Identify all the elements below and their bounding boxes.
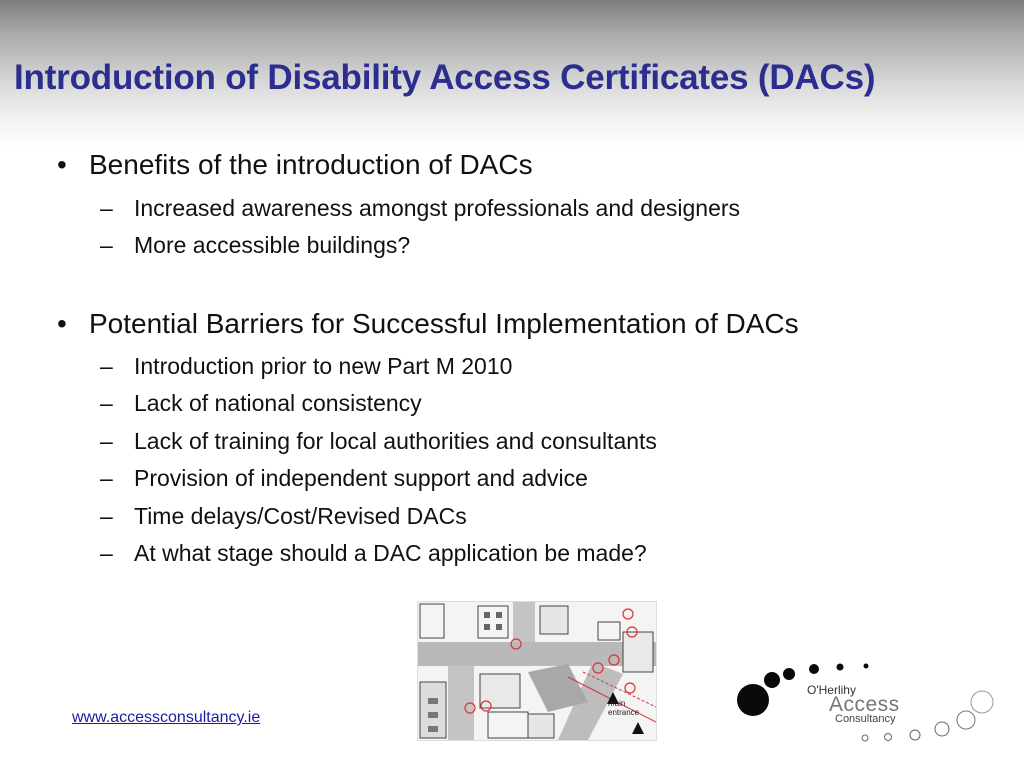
logo-consultancy: Consultancy: [835, 713, 896, 725]
sub-bullet-text: Introduction prior to new Part M 2010: [134, 353, 513, 379]
sub-bullet-text: At what stage should a DAC application be made?: [134, 540, 647, 566]
sub-bullet-mark: –: [100, 540, 113, 566]
floor-plan-image: [417, 601, 657, 741]
sub-bullet-text: Provision of independent support and advice: [134, 465, 588, 491]
sub-bullet-mark: –: [100, 390, 113, 416]
sub-bullet-text: Lack of training for local authorities and consultants: [134, 428, 657, 454]
slide-title: Introduction of Disability Access Certificates (DACs): [14, 58, 876, 97]
sub-bullet-mark: –: [100, 232, 113, 258]
sub-bullet-text: Time delays/Cost/Revised DACs: [134, 503, 467, 529]
logo-access: Access: [829, 693, 900, 716]
sub-bullet-text: Increased awareness amongst professionals and designers: [134, 195, 741, 221]
bullet-text: Benefits of the introduction of DACs: [89, 149, 533, 180]
sub-bullet-text: More accessible buildings?: [134, 232, 411, 258]
sub-bullet-text: Lack of national consistency: [134, 390, 422, 416]
sub-bullet-mark: –: [100, 353, 113, 379]
bullet-mark: •: [57, 149, 67, 180]
website-link[interactable]: www.accessconsultancy.ie: [72, 709, 261, 726]
plan-label-entrance: entrance: [608, 708, 640, 717]
bullet-text: Potential Barriers for Successful Implementation of DACs: [89, 308, 799, 339]
sub-bullet-mark: –: [100, 195, 113, 221]
sub-bullet-mark: –: [100, 428, 113, 454]
logo-name: O'Herlihy: [807, 683, 856, 697]
company-logo: [735, 660, 995, 745]
sub-bullet-mark: –: [100, 465, 113, 491]
plan-label-main: main: [608, 699, 626, 708]
floor-plan-drawing: [418, 602, 656, 740]
sub-bullet-mark: –: [100, 503, 113, 529]
bullet-mark: •: [57, 308, 67, 339]
